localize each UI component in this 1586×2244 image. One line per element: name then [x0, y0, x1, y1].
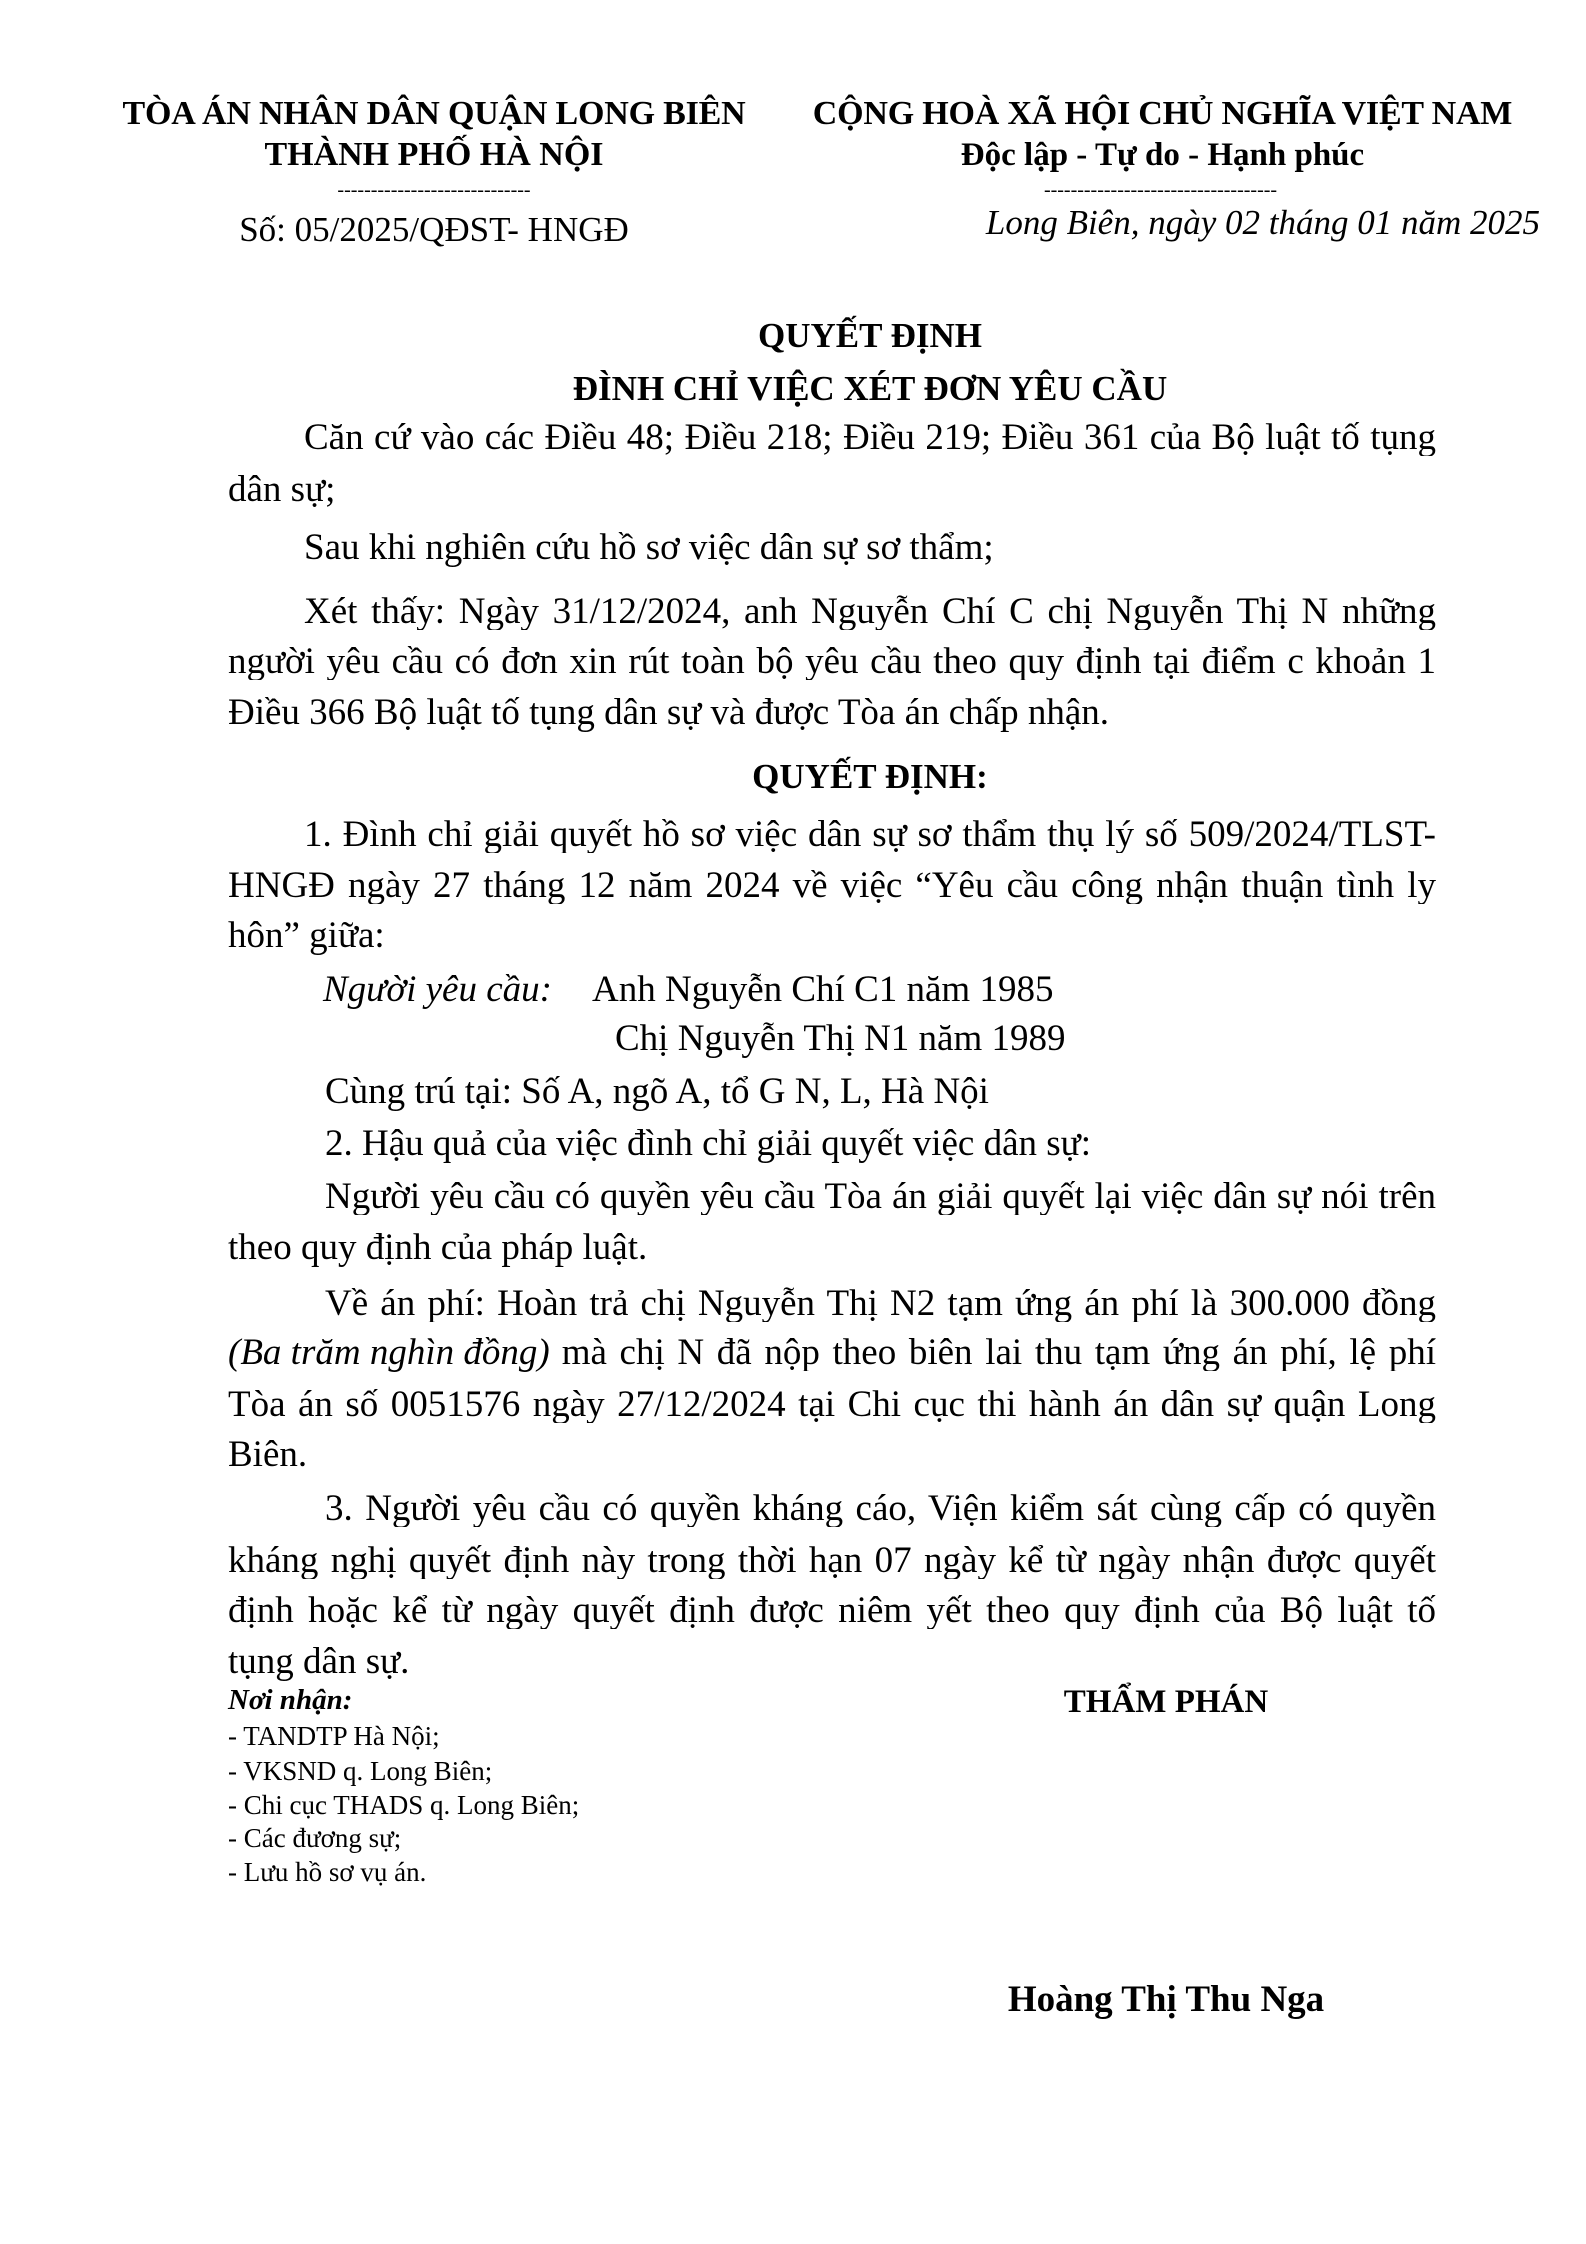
- recipients-title: Nơi nhận:: [228, 1684, 353, 1716]
- body-line: Căn cứ vào các Điều 48; Điều 218; Điều 219; Điều 361 của Bộ luật tố tụng: [304, 419, 1436, 456]
- body-line: tụng dân sự.: [228, 1641, 410, 1682]
- national-motto: Độc lập - Tự do - Hạnh phúc: [960, 137, 1365, 173]
- requester-label: Người yêu cầu:: [323, 969, 552, 1010]
- court-name: TÒA ÁN NHÂN DÂN QUẬN LONG BIÊN: [122, 95, 746, 132]
- body-line: Người yêu cầu có quyền yêu cầu Tòa án giải quyết lại việc dân sự nói trên: [325, 1178, 1436, 1215]
- document-title: QUYẾT ĐỊNH: [758, 316, 982, 355]
- requester-1: Anh Nguyễn Chí C1 năm 1985: [592, 969, 1054, 1010]
- body-line: Về án phí: Hoàn trả chị Nguyễn Thị N2 tạm ứng án phí là 300.000 đồng: [325, 1285, 1436, 1322]
- body-line: người yêu cầu có đơn xin rút toàn bộ yêu cầu theo quy định tại điểm c khoản 1: [228, 643, 1436, 680]
- body-line-fee: [228, 1334, 1436, 1371]
- body-line: Xét thấy: Ngày 31/12/2024, anh Nguyễn Chí C chị Nguyễn Thị N những: [304, 593, 1436, 630]
- body-line-fee-rest: mà chị N đã nộp theo biên lai thu tạm ứng án phí, lệ phí: [561, 1334, 1436, 1371]
- signer-name: Hoàng Thị Thu Nga: [1007, 1979, 1325, 2020]
- body-line: Tòa án số 0051576 ngày 27/12/2024 tại Chi cục thi hành án dân sự quận Long: [228, 1386, 1436, 1423]
- body-line: 1. Đình chỉ giải quyết hồ sơ việc dân sự sơ thẩm thụ lý số 509/2024/TLST-: [304, 816, 1436, 853]
- court-city: THÀNH PHỐ HÀ NỘI: [264, 136, 604, 173]
- recipient-item: - TANDTP Hà Nội;: [228, 1721, 440, 1751]
- fee-in-words: (Ba trăm nghìn đồng): [228, 1332, 550, 1373]
- right-separator: -----------------------------------: [1043, 180, 1278, 200]
- decision-heading: QUYẾT ĐỊNH:: [752, 757, 988, 796]
- document-number: Số: 05/2025/QĐST- HNGĐ: [239, 210, 629, 249]
- body-line: 2. Hậu quả của việc đình chỉ giải quyết việc dân sự:: [325, 1123, 1091, 1164]
- body-line: Biên.: [228, 1434, 308, 1475]
- recipient-item: - Chi cục THADS q. Long Biên;: [228, 1790, 580, 1820]
- body-line: định hoặc kể từ ngày quyết định được niêm yết theo quy định của Bộ luật tố: [228, 1592, 1436, 1629]
- body-line: hôn” giữa:: [228, 915, 385, 956]
- body-line: Cùng trú tại: Số A, ngõ A, tổ G N, L, Hà Nội: [325, 1071, 989, 1112]
- body-line: kháng nghị quyết định này trong thời hạn 07 ngày kể từ ngày nhận được quyết: [228, 1542, 1436, 1579]
- body-line: HNGĐ ngày 27 tháng 12 năm 2024 về việc “Yêu cầu công nhận thuận tình ly: [228, 867, 1436, 904]
- body-line: Điều 366 Bộ luật tố tụng dân sự và được Tòa án chấp nhận.: [228, 692, 1110, 733]
- body-line: 3. Người yêu cầu có quyền kháng cáo, Viện kiểm sát cùng cấp có quyền: [325, 1490, 1436, 1527]
- body-line: dân sự;: [228, 469, 336, 510]
- requester-2: Chị Nguyễn Thị N1 năm 1989: [615, 1018, 1066, 1059]
- recipient-item: - Các đương sự;: [228, 1823, 402, 1853]
- body-line: theo quy định của pháp luật.: [228, 1227, 648, 1268]
- document-subtitle: ĐÌNH CHỈ VIỆC XÉT ĐƠN YÊU CẦU: [572, 369, 1168, 408]
- body-line: Sau khi nghiên cứu hồ sơ việc dân sự sơ thẩm;: [304, 527, 994, 568]
- left-separator: -----------------------------: [337, 180, 531, 200]
- recipient-item: - Lưu hồ sơ vụ án.: [228, 1857, 427, 1887]
- recipient-item: - VKSND q. Long Biên;: [228, 1756, 493, 1786]
- national-title: CỘNG HOÀ XÃ HỘI CHỦ NGHĨA VIỆT NAM: [812, 95, 1513, 132]
- signer-title: THẨM PHÁN: [1063, 1684, 1269, 1720]
- place-date: Long Biên, ngày 02 tháng 01 năm 2025: [985, 203, 1540, 242]
